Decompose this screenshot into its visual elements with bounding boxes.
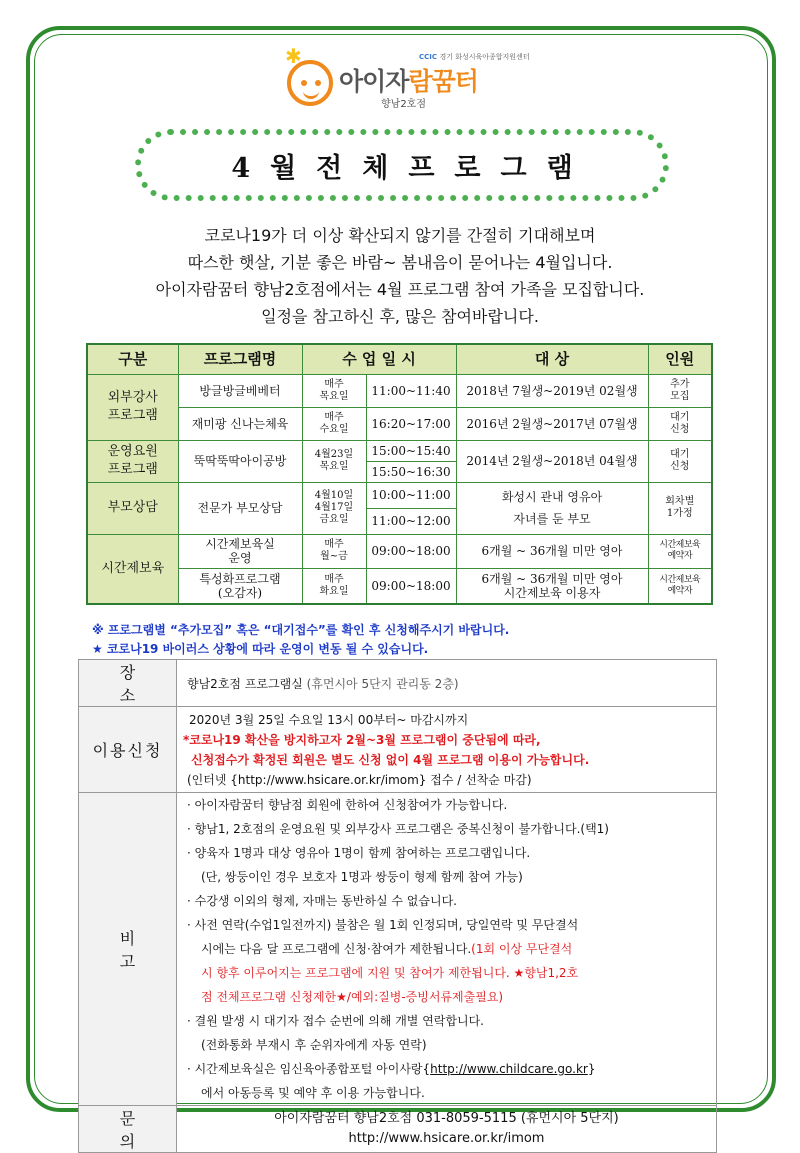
info-row-place [79,660,717,707]
header-schedule: 수 업 일 시 [302,344,456,374]
program-name: 특성화프로그램 (오감자) [178,568,302,604]
info-row-contact [79,1106,717,1153]
header-category: 구분 [87,344,178,374]
contact-label: 문의 [79,1106,177,1153]
note-item: (전화통화 부재시 후 순위자에게 자동 연락) [201,1038,427,1052]
program-target: 6개월 ~ 36개월 미만 영아 [456,534,648,568]
note-item: · 아이자람꿈터 향남점 회원에 한하여 신청참여가 가능합니다. [187,798,508,812]
table-row [87,440,712,461]
table-row [87,534,712,568]
program-count: 시간제보육 예약자 [648,534,712,568]
program-name: 시간제보육실 운영 [178,534,302,568]
apply-value [177,707,717,793]
place-value: 향남2호점 프로그램실 (휴먼시아 5단지 관리동 2층) [177,660,717,707]
contact-phone: 아이자람꿈터 향남2호점 031-8059-5115 (휴먼시아 5단지) [274,1111,619,1126]
apply-method: (인터넷 {http://www.hsicare.or.kr/imom} 접수 / 선착순 마감) [187,772,532,787]
schedule-table [86,343,713,605]
program-target: 2014년 2월생~2018년 04월생 [456,440,648,482]
info-row-notes [79,793,717,1106]
table-row [87,407,712,440]
program-day: 4월23일 목요일 [302,440,366,482]
program-count: 추가 모집 [648,374,712,407]
notes-value [177,793,717,1106]
note-item: 시에는 다음 달 프로그램에 신청·참여가 제한됩니다.(1회 이상 무단결석 [201,942,573,956]
contact-value [177,1106,717,1153]
category-daycare: 시간제보육 [87,534,178,604]
note-item: (단, 쌍둥이인 경우 보호자 1명과 쌍둥이 형제 함께 참여 가능) [201,870,523,884]
brand-logo [285,44,535,110]
apply-date: 2020년 3월 25일 수요일 13시 00부터~ 마감시까지 [189,712,469,727]
category-parent: 부모상담 [87,482,178,534]
note-item: 점 전체프로그램 신청제한★/예외:질병-증빙서류제출필요) [201,990,504,1004]
note-item: · 결원 발생 시 대기자 접수 순번에 의해 개별 연락합니다. [187,1014,484,1028]
childcare-link[interactable]: http://www.childcare.go.kr [430,1062,588,1076]
table-header-row [87,344,712,374]
program-day: 4월10일 4월17일 금요일 [302,482,366,534]
apply-alert-2: 신청접수가 확정된 회원은 별도 신청 없이 4월 프로그램 이용이 가능합니다. [191,752,590,767]
program-name: 방글방글베베터 [178,374,302,407]
program-day: 매주 수요일 [302,407,366,440]
note-item: · 시간제보육실은 임신육아종합포털 아이사랑{http://www.childcare.go.kr} [187,1062,596,1076]
category-external: 외부강사 프로그램 [87,374,178,440]
page-title: 4월전체프로그램 [231,152,593,184]
program-time: 09:00~18:00 [366,568,456,604]
table-row [87,374,712,407]
program-time: 16:20~17:00 [366,407,456,440]
info-table [78,659,717,1153]
star-icon: ✱ [285,44,302,68]
table-row [87,568,712,604]
logo-title: 아이자람꿈터 [339,67,478,96]
contact-url[interactable]: http://www.hsicare.or.kr/imom [348,1131,545,1146]
program-time: 10:00~11:00 [366,482,456,508]
program-time: 15:00~15:40 [366,440,456,461]
program-name: 전문가 부모상담 [178,482,302,534]
program-count: 회차별 1가정 [648,482,712,534]
logo-org-name: CCIC 경기 화성시육아종합지원센터 [419,53,530,61]
intro-line: 코로나19가 더 이상 확산되지 않기를 간절히 기대해보며 [204,226,596,245]
header-count: 인원 [648,344,712,374]
program-time: 09:00~18:00 [366,534,456,568]
intro-line: 일정을 참고하신 후, 많은 참여바랍니다. [261,307,539,326]
intro-line: 아이자람꿈터 향남2호점에서는 4월 프로그램 참여 가족을 모집합니다. [155,280,645,299]
program-target: 화성시 관내 영유아 자녀를 둔 부모 [456,482,648,534]
program-time: 11:00~12:00 [366,508,456,534]
program-day: 매주 월~금 [302,534,366,568]
notice-list [92,621,509,659]
note-item: · 사전 연락(수업1일전까지) 불참은 월 1회 인정되며, 당일연락 및 무단결석 [187,918,579,932]
notes-label: 비고 [79,793,177,1106]
header-target: 대 상 [456,344,648,374]
program-count: 대기 신청 [648,440,712,482]
place-label: 장소 [79,660,177,707]
note-item: · 수강생 이외의 형제, 자매는 동반하실 수 없습니다. [187,894,457,908]
logo-branch: 향남2호점 [381,99,427,110]
child-face-icon [287,60,333,106]
program-target: 6개월 ~ 36개월 미만 영아 시간제보육 이용자 [456,568,648,604]
note-item: 시 향후 이루어지는 프로그램에 지원 및 참여가 제한됩니다. ★향남1,2호 [201,966,579,980]
notice-line: ※ 프로그램별 “추가모집” 혹은 “대기접수”를 확인 후 신청해주시기 바랍니다. [92,623,510,637]
program-day: 매주 목요일 [302,374,366,407]
program-name: 뚝딱뚝딱아이공방 [178,440,302,482]
title-box [135,129,669,201]
header-program: 프로그램명 [178,344,302,374]
category-operation: 운영요원 프로그램 [87,440,178,482]
apply-label: 이용신청 [79,707,177,793]
note-item: · 양육자 1명과 대상 영유아 1명이 함께 참여하는 프로그램입니다. [187,846,531,860]
table-row [87,482,712,508]
note-item: 에서 아동등록 및 예약 후 이용 가능합니다. [201,1086,425,1100]
program-time: 11:00~11:40 [366,374,456,407]
program-count: 대기 신청 [648,407,712,440]
intro-line: 따스한 햇살, 기분 좋은 바람~ 봄내음이 묻어나는 4월입니다. [187,253,613,272]
program-day: 매주 화요일 [302,568,366,604]
apply-alert: *코로나19 확산을 방지하고자 2월~3월 프로그램이 중단됨에 따라, [183,732,541,747]
program-target: 2016년 2월생~2017년 07월생 [456,407,648,440]
program-count: 시간제보육 예약자 [648,568,712,604]
note-item: · 향남1, 2호점의 운영요원 및 외부강사 프로그램은 중복신청이 불가합니다.(택1) [187,822,609,836]
info-row-apply [79,707,717,793]
program-name: 재미팡 신나는체육 [178,407,302,440]
notice-line: ★ 코로나19 바이러스 상황에 따라 운영이 변동 될 수 있습니다. [92,642,429,656]
program-target: 2018년 7월생~2019년 02월생 [456,374,648,407]
program-time: 15:50~16:30 [366,461,456,482]
intro-text [60,222,740,330]
